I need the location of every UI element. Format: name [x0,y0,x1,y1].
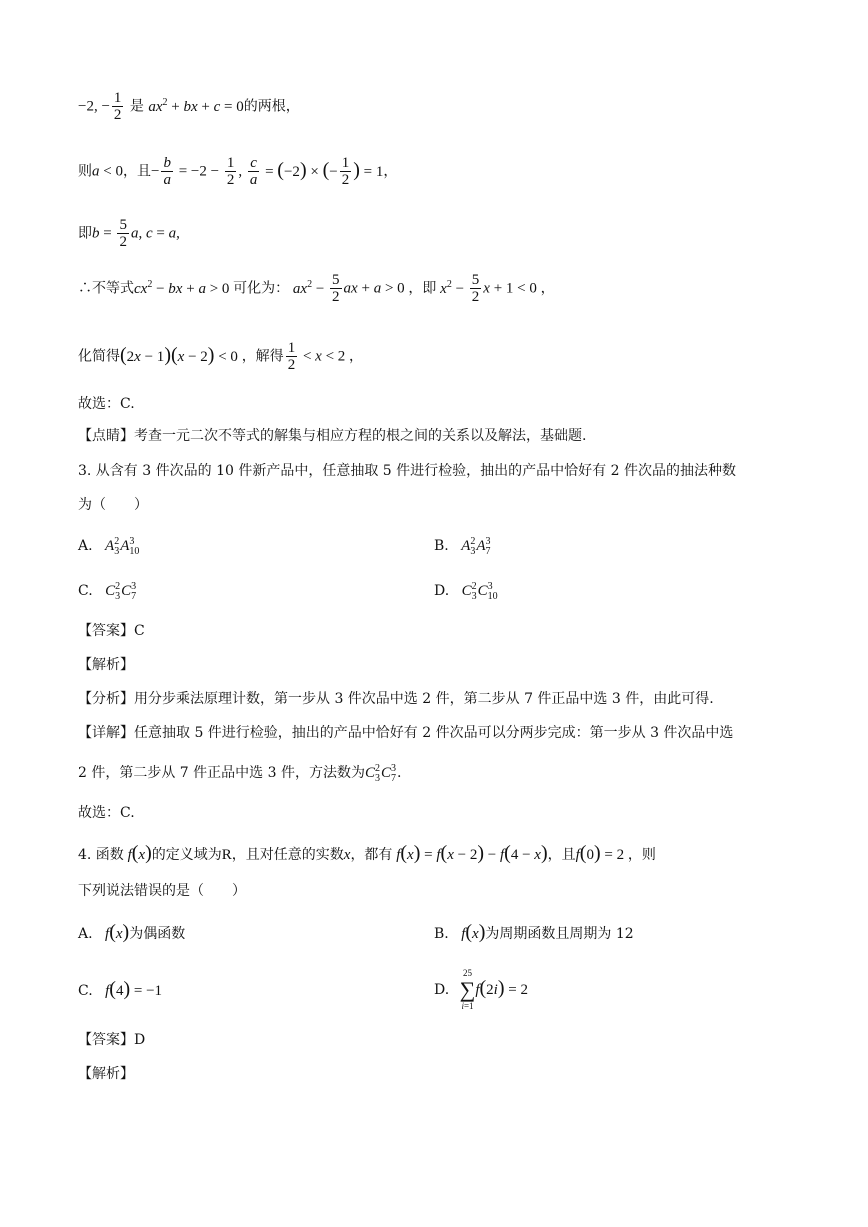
q4-option-d: D. 25 ∑ i=1 f(2i) = 2 [434,968,528,1011]
q3-option-a: A. A 2 3 A 3 10 [78,535,140,557]
q3-option-c: C. C 2 3 C 3 7 [78,580,137,602]
q3-choose: 故选：C. [78,805,135,821]
q3-fenxi: 【分析】用分步乘法原理计数，第一步从 3 件次品中选 2 件，第二步从 7 件正品中选 3 件，由此可得. [78,691,714,707]
q3-option-b: B. A 2 3 A 3 7 [434,535,491,557]
q4-analysis: 【解析】 [78,1066,134,1082]
q4-stem-1: 4. 函数 f(x)的定义域为R，且对任意的实数x，都有 f(x) = f(x − 2) − f(4 − x)，且f(0) = 2 ，则 [78,842,656,864]
q3-answer: 【答案】C [78,623,145,639]
simplify-line: 化简得(2x − 1)(x − 2) < 0 ，解得 $\frac{1}{2}$ < x < 2 ， [78,340,364,373]
q4-answer: 【答案】D [78,1032,146,1048]
q3-stem-1: 3. 从含有 3 件次品的 10 件新产品中，任意抽取 5 件进行检验，抽出的产品中恰好有 2 件次品的抽法种数 [78,463,736,479]
fraction: $\frac{1}{2}$ [113,90,122,123]
q4-option-a: A. f(x)为偶函数 [78,921,186,943]
q4-stem-2: 下列说法错误的是（ ） [78,883,246,899]
q3-analysis: 【解析】 [78,657,134,673]
q3-stem-2: 为（ ） [78,497,148,513]
choose-line-1: 故选：C. [78,396,135,412]
comment-line: 【点睛】考查一元二次不等式的解集与相应方程的根之间的关系以及解法，基础题. [78,428,587,444]
q3-detail-1: 【详解】任意抽取 5 件进行检验，抽出的产品中恰好有 2 件次品可以分两步完成：第一步从 3 件次品中选 [78,725,734,741]
q3-detail-2: 2 件，第二步从 7 件正品中选 3 件，方法数为C 2 3 C 3 7 . [78,762,402,784]
roots-suffix: 的两根， [243,98,300,115]
q3-option-d: D. C 2 3 C 3 10 [434,580,498,602]
summation-symbol: 25 ∑ i=1 [459,968,476,1011]
q4-option-b: B. f(x)为周期函数且周期为 12 [434,921,634,943]
then-line: 则a < 0，且− $\frac{b}{a}$ = −2 − $\frac{1}{2}$ , $\frac{c}{a}$ = (−2) × (− $\frac{1}{2}$ ) = 1， [78,155,398,188]
ie-line: 即b = $\frac{5}{2}$ a, c = a, [78,217,180,250]
roots-line: −2, − $\frac{1}{2}$ 是 $ax^2$ + bx + c = 0的两根， [78,90,300,123]
q4-option-c: C. f(4) = −1 [78,978,163,1000]
inequality-line: ∴不等式$cx^2$ − bx + a > 0 可化为： $ax^2$ − $\frac{5}{2}$ ax + a > 0 ，即 $x^2$ − $\frac{5}{2}$ x + 1 < 0 ， [78,272,555,305]
